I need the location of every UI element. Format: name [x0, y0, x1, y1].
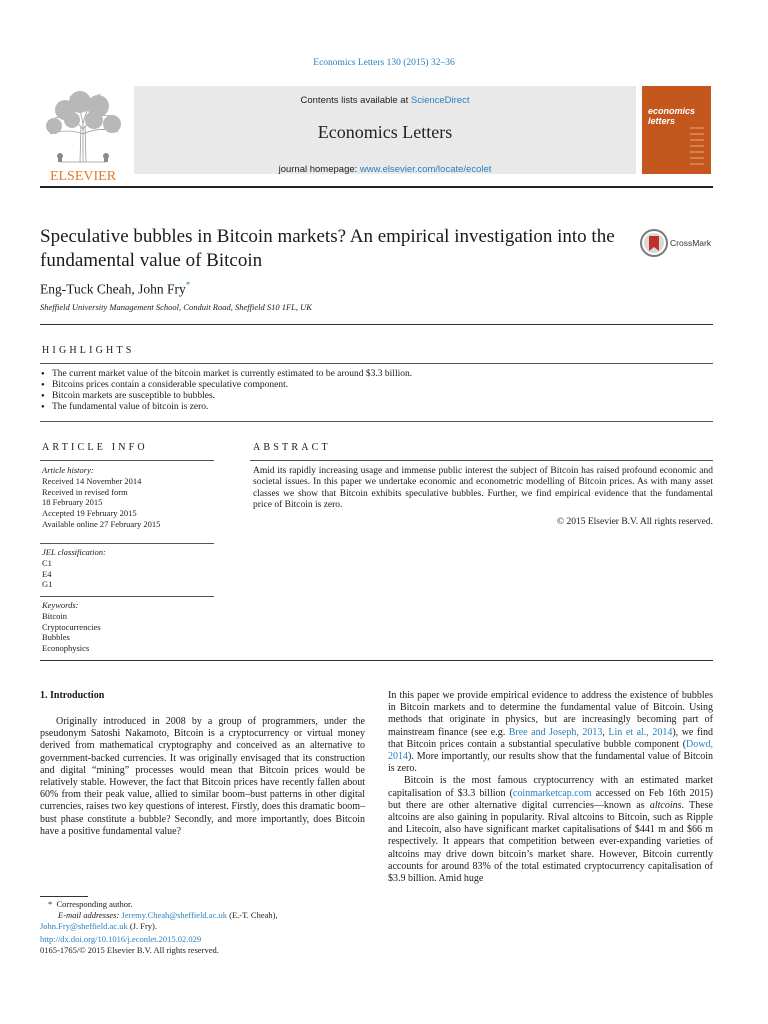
history-line: 18 February 2015	[42, 497, 103, 508]
homepage-prefix: journal homepage:	[278, 164, 360, 175]
keywords-rule	[40, 596, 214, 597]
crossmark-label: CrossMark	[670, 238, 712, 248]
crossmark-icon	[640, 229, 668, 257]
email-link-cheah[interactable]: Jeremy.Cheah@sheffield.ac.uk	[121, 910, 227, 920]
jel-code: G1	[42, 579, 53, 590]
header-divider	[40, 186, 713, 188]
article-history	[42, 465, 214, 530]
journal-header	[40, 84, 713, 188]
issn-copyright: 0165-1765/© 2015 Elsevier B.V. All rights reserved.	[40, 945, 219, 955]
highlights-list	[40, 369, 700, 413]
coinmarketcap-link[interactable]: coinmarketcap.com	[512, 787, 592, 799]
publisher-name: ELSEVIER	[49, 169, 117, 184]
homepage-link[interactable]: www.elsevier.com/locate/ecolet	[359, 164, 492, 175]
highlights-rule-top	[40, 363, 713, 364]
history-line: Received in revised form	[42, 486, 128, 497]
contents-line	[134, 95, 636, 106]
keyword: Cryptocurrencies	[42, 621, 101, 632]
history-line: Accepted 19 February 2015	[42, 508, 137, 519]
abstract-heading: ABSTRACT	[253, 442, 331, 453]
crossmark-badge[interactable]	[640, 229, 716, 257]
article-info-rule	[40, 460, 214, 461]
affiliation: Sheffield University Management School, Conduit Road, Sheffield S10 1FL, UK	[40, 302, 312, 312]
journal-info-box	[134, 86, 636, 174]
email-owner: (J. Fry).	[127, 921, 157, 931]
text-run: . These altcoins are also gaining in popularity. Rival altcoins to Bitcoin, such as Ripple and Litecoin, also have significant market capitalisations of $441 m and $66 m respectively. It appears that competition between ever-expanding varieties of altcoins may drive down bitcoin’s market share. However, Bitcoin currently accounts for around 83% of the total estimated cryptocurrency capitalisation of $3.9 billion. Amid huge	[388, 799, 713, 885]
email-line	[40, 921, 365, 932]
jel-label: JEL classification:	[42, 547, 106, 557]
contents-prefix: Contents lists available at	[300, 95, 411, 106]
section-heading-introduction: 1. Introduction	[40, 690, 105, 701]
corresponding-author-note	[40, 899, 365, 910]
email-link-fry[interactable]: John.Fry@sheffield.ac.uk	[40, 921, 128, 931]
text-run: accessed on Feb 16th 2015) but there are other alternative digital currencies—known as	[388, 787, 713, 811]
footnotes	[40, 899, 365, 956]
highlight-item: ● The fundamental value of bitcoin is zero.	[40, 402, 700, 413]
jel-classification	[42, 547, 214, 590]
text-run: ), we find that Bitcoin prices contain a substantial speculative bubble component (	[388, 726, 713, 750]
keywords-label: Keywords:	[42, 600, 79, 610]
text-run: ,	[602, 726, 609, 738]
cover-title	[648, 106, 695, 126]
journal-reference[interactable]: Economics Letters 130 (2015) 32–36	[313, 58, 455, 68]
jel-code: C1	[42, 557, 52, 568]
keyword: Econophysics	[42, 643, 90, 654]
authors-names: Eng-Tuck Cheah, John Fry	[40, 281, 186, 297]
email-owner: (E.-T. Cheah),	[226, 910, 278, 920]
emphasis-term: altcoins	[649, 799, 682, 811]
keyword: Bitcoin	[42, 610, 68, 621]
citation-link[interactable]: Dowd, 2014	[388, 738, 713, 763]
elsevier-logo	[40, 84, 126, 184]
jel-code: E4	[42, 568, 52, 579]
journal-title: Economics Letters	[317, 122, 453, 142]
doi-link[interactable]: http://dx.doi.org/10.1016/j.econlet.2015.02.029	[40, 934, 202, 944]
highlight-item: ● Bitcoin markets are susceptible to bubbles.	[40, 391, 700, 402]
abstract-text: Amid its rapidly increasing usage and immense public interest the subject of Bitcoin has raised profound economic and societal issues. In this paper we undertake economic and econometric modelling of Bitcoin prices. As with many asset classes we show that Bitcoin exhibits speculative bubbles. Further, we find empirical evidence that the fundamental price of Bitcoin is zero.	[253, 466, 713, 510]
paper-title: Speculative bubbles in Bitcoin markets? An empirical investigation into the fundamental value of Bitcoin	[40, 226, 615, 271]
front-matter-divider	[40, 660, 713, 661]
paragraph: Originally introduced in 2008 by a group of programmers, under the pseudonym Satoshi Nakamoto, Bitcoin is a cryptocurrency or virtual money derived from mathematical cryptography and conceived as an alternative to government-backed currencies. It was originally envisaged that its construction and digital “mining” processes would mean that Bitcoin prices would be relatively stable. However, the fact that Bitcoin prices have recently fallen about 60% from their peak value, allied to similar boom–bust patterns in other digital currencies, raises two key questions of interest. Firstly, does this dramatic boom–bust phase constitute a bubble? Secondly, and more importantly, does Bitcoin have a positive fundamental value?	[40, 716, 365, 837]
homepage-line	[134, 164, 636, 175]
history-label: Article history:	[42, 465, 94, 475]
footnote-rule	[40, 896, 88, 897]
highlights-rule-bottom	[40, 421, 713, 422]
keywords	[42, 600, 214, 654]
footnote-mark: *	[48, 899, 53, 909]
paragraph	[388, 690, 713, 775]
cover-decoration	[690, 124, 704, 168]
history-line: Received 14 November 2014	[42, 475, 142, 486]
cover-title-line1: economics	[648, 106, 696, 116]
text-run: Bitcoin is the most famous cryptocurrency with an estimated market capitalisation of $3.3 billion (	[388, 775, 713, 799]
highlight-item: ● The current market value of the bitcoin market is currently estimated to be around $3.3 billion.	[40, 369, 700, 380]
jel-rule	[40, 543, 214, 544]
text-run: In this paper we provide empirical evidence to address the existence of bubbles in Bitcoin markets and to determine the fundamental value of Bitcoin. Using methods that originate in physics, but are increasingly becoming part of mainstream finance (see e.g.	[388, 690, 713, 738]
journal-cover-thumbnail	[642, 86, 711, 174]
citation-link[interactable]: Lin et al., 2014	[608, 726, 673, 738]
cover-title-line2: letters	[648, 116, 676, 126]
keyword: Bubbles	[42, 632, 70, 643]
corresponding-label: Corresponding author.	[56, 899, 133, 909]
email-line	[40, 910, 365, 921]
sciencedirect-link[interactable]: ScienceDirect	[410, 95, 470, 106]
text-run: ). More importantly, our results show that the fundamental value of Bitcoin is zero.	[388, 751, 713, 775]
abstract-rule	[250, 460, 713, 461]
body-column-left	[40, 716, 365, 838]
history-line: Available online 27 February 2015	[42, 518, 161, 529]
email-label: E-mail addresses:	[58, 910, 122, 920]
highlight-item: ● Bitcoins prices contain a considerable speculative component.	[40, 380, 700, 391]
body-column-right	[388, 690, 713, 885]
article-info-heading: ARTICLE INFO	[42, 442, 148, 453]
highlights-heading: HIGHLIGHTS	[42, 345, 135, 356]
paragraph	[388, 775, 713, 885]
corresponding-author-mark[interactable]: *	[185, 280, 191, 290]
abstract-copyright: © 2015 Elsevier B.V. All rights reserved.	[556, 517, 713, 527]
title-divider	[40, 324, 713, 325]
author-list	[40, 280, 190, 298]
citation-link[interactable]: Bree and Joseph, 2013	[508, 726, 603, 738]
